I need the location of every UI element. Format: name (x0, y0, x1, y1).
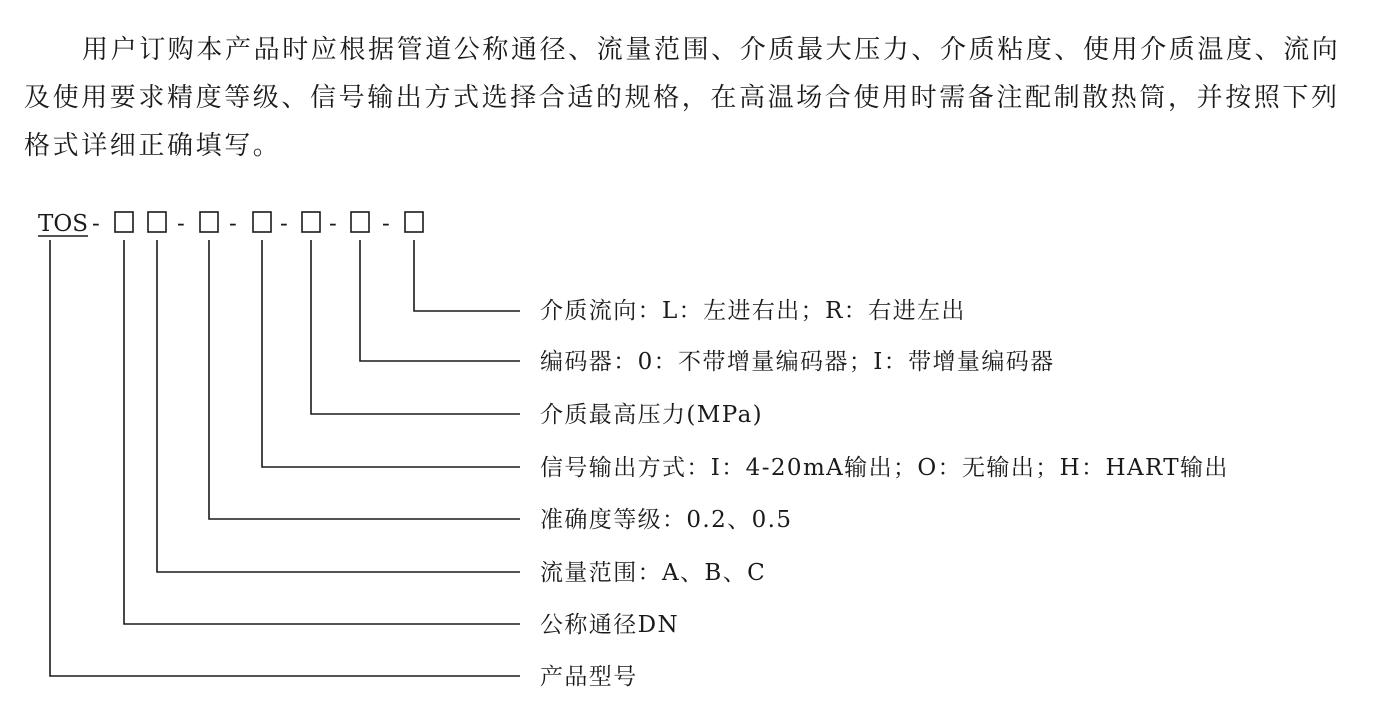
desc-max-pressure: 介质最高压力(MPa) (540, 402, 764, 428)
desc-flow-direction: 介质流向：L：左进右出；R：右进左出 (540, 298, 966, 324)
code-separator: - (329, 211, 337, 237)
leader-product-model (50, 240, 520, 676)
code-separator: - (382, 211, 390, 237)
leader-signal-output (262, 240, 520, 467)
leader-flow-range (157, 240, 520, 572)
leader-flow-direction (414, 240, 520, 311)
code-separator: - (229, 211, 237, 237)
slot-max-pressure (302, 212, 320, 232)
code-separator: - (177, 211, 185, 237)
code-separator: - (92, 211, 100, 237)
model-prefix: TOS (38, 211, 88, 237)
leader-accuracy (209, 240, 520, 519)
desc-product-model: 产品型号 (540, 664, 638, 690)
code-separator: - (280, 211, 288, 237)
desc-nominal-diameter: 公称通径DN (540, 612, 679, 638)
leader-nominal-diameter (124, 240, 520, 624)
slot-encoder (351, 212, 369, 232)
desc-accuracy: 准确度等级：0.2、0.5 (540, 507, 793, 533)
desc-flow-range: 流量范围：A、B、C (540, 560, 767, 586)
slot-flow-direction (405, 212, 423, 232)
desc-signal-output: 信号输出方式：I：4-20mA输出；O：无输出；H：HART输出 (540, 455, 1229, 481)
intro-paragraph: 用户订购本产品时应根据管道公称通径、流量范围、介质最大压力、介质粘度、使用介质温度、流向及使用要求精度等级、信号输出方式选择合适的规格，在高温场合使用时需备注配制散热筒，并按照下列格式详细正确填写。 (24, 35, 1341, 161)
slot-flow-range (148, 212, 166, 232)
slot-signal-output (253, 212, 271, 232)
slot-nominal-diameter (115, 212, 133, 232)
leader-max-pressure (311, 240, 520, 414)
slot-accuracy (200, 212, 218, 232)
desc-encoder: 编码器：0：不带增量编码器；I：带增量编码器 (540, 349, 1055, 375)
leader-encoder (360, 240, 520, 361)
